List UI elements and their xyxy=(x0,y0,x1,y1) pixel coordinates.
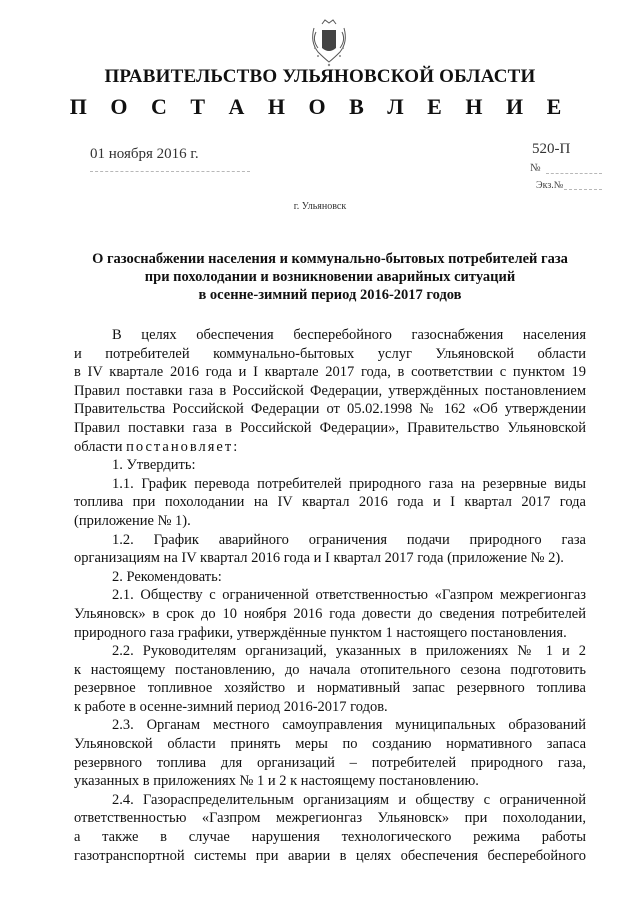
body-line xyxy=(74,438,586,457)
body-line: ответственностью «Газпром межрегионгаз Ульяновск» при похолодании, xyxy=(74,810,586,827)
document-date: 01 ноября 2016 г. xyxy=(90,146,199,162)
body-line: указанных в приложениях № 1 и 2 к настоящему постановлению. xyxy=(74,773,479,790)
body-line: Правил поставки газа в Российской Федерации, утверждённых постановлением xyxy=(74,382,586,399)
body-line: организациям на IV квартал 2016 года и I квартал 2017 года (приложение № 2). xyxy=(74,550,564,567)
subject-line: О газоснабжении населения и коммунально-бытовых потребителей газа xyxy=(92,251,568,267)
subject-line: в осенне-зимний период 2016-2017 годов xyxy=(198,287,462,303)
body-line: а также в случае нарушения технологического режима работы xyxy=(74,829,586,846)
body-line: природного газа графики, утверждённые пунктом 1 настоящего постановления. xyxy=(74,624,567,641)
date-underline xyxy=(90,171,250,172)
body-line: Правил поставки газа в Российской Федерации», Правительство Ульяновской xyxy=(74,419,586,436)
body-line: (приложение № 1). xyxy=(74,512,191,529)
copy-number-label: Экз.№ xyxy=(536,180,564,191)
body-line: к настоящему постановлению, до начала отопительного сезона подготовить xyxy=(74,661,586,678)
document-number: 520-П xyxy=(532,141,571,157)
body-line: резервного топлива для организаций – потребителей природного газа, xyxy=(74,754,586,771)
body-line: 2.4. Газораспределительным организациям и обществу с ограниченной xyxy=(112,791,586,808)
body-line: В целях обеспечения бесперебойного газоснабжения населения xyxy=(112,327,586,343)
body-line: газотранспортной системы при аварии в целях обеспечения бесперебойного xyxy=(74,847,586,864)
document-body xyxy=(74,326,586,865)
decree-verb: постановляет: xyxy=(126,438,240,455)
body-line: к работе в осенне-зимний период 2016-2017 годов. xyxy=(74,698,388,715)
body-line: в IV квартале 2016 года и I квартале 2017 года, в соответствии с пунктом 19 xyxy=(74,364,586,381)
document-type: П О С Т А Н О В Л Е Н И Е xyxy=(69,94,571,119)
body-line: Правительства Российской Федерации от 05.02.1998 № 162 «Об утверждении xyxy=(74,401,586,418)
number-label: № xyxy=(530,162,541,174)
number-underline xyxy=(546,173,602,174)
body-line: 2.1. Обществу с ограниченной ответственностью «Газпром межрегионгаз xyxy=(112,587,586,604)
city: г. Ульяновск xyxy=(293,201,347,212)
body-line: 1.1. График перевода потребителей природного газа на резервные виды xyxy=(112,475,586,492)
body-line: 1.2. График аварийного ограничения подачи природного газа xyxy=(112,531,586,548)
document-subject xyxy=(60,250,600,304)
body-line: Ульяновск» в срок до 10 ноября 2016 года довести до сведения потребителей xyxy=(74,605,586,622)
body-line: и потребителей коммунально-бытовых услуг Ульяновской области xyxy=(74,345,586,362)
body-line: 2.3. Органам местного самоуправления муниципальных образований xyxy=(112,717,586,734)
item-heading: 2. Рекомендовать: xyxy=(112,568,222,585)
government-title: ПРАВИТЕЛЬСТВО УЛЬЯНОВСКОЙ ОБЛАСТИ xyxy=(104,66,536,87)
body-line: резервное топливное хозяйство и нормативный запас резервного топлива xyxy=(74,680,586,697)
subject-line: при похолодании и возникновении аварийных ситуаций xyxy=(144,269,516,285)
copy-number-underline xyxy=(564,189,602,190)
item-heading: 1. Утвердить: xyxy=(112,457,196,474)
body-line: Ульяновской области принять меры по созданию нормативного запаса xyxy=(74,736,586,753)
body-line: 2.2. Руководителям организаций, указанных в приложениях № 1 и 2 xyxy=(112,643,586,660)
body-line: топлива при похолодании на IV квартал 2016 года и I квартал 2017 года xyxy=(74,494,586,511)
body-text: области xyxy=(74,438,123,455)
coat-of-arms-icon xyxy=(306,18,352,68)
